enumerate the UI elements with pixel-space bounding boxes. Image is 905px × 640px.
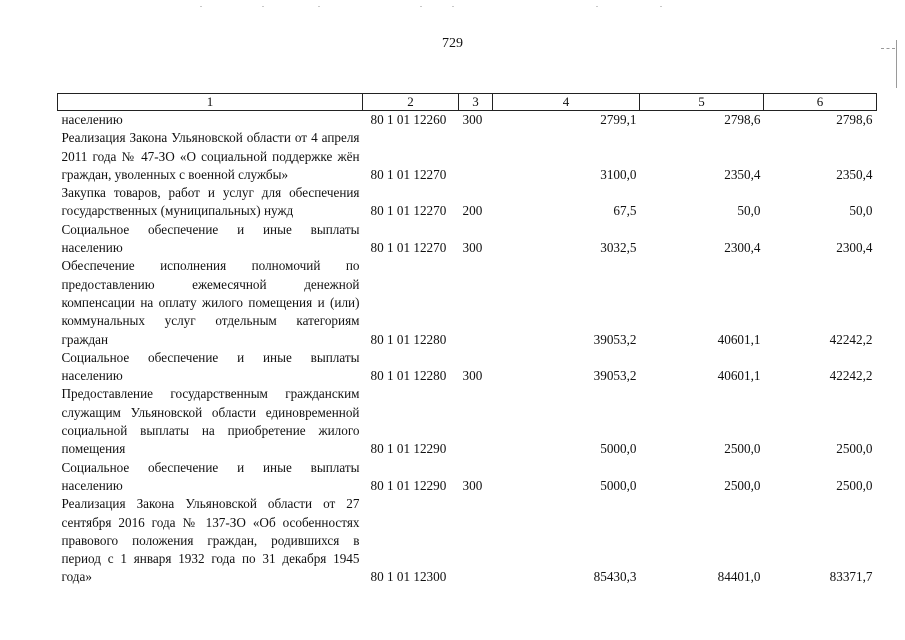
row-type: [459, 257, 493, 348]
row-value-1: 3100,0: [600, 166, 637, 182]
row-value-2: 2798,6: [724, 112, 761, 127]
row-name: Социальное обеспечение и иные выплаты населению: [61, 459, 360, 493]
row-value-3: 2500,0: [836, 441, 873, 457]
row-value-1: 67,5: [613, 203, 637, 219]
table-row: [58, 221, 877, 258]
margin-mark: [881, 40, 899, 90]
row-value-1: 3032,5: [600, 240, 637, 256]
row-value-2: 84401,0: [717, 569, 761, 585]
row-value-2: 2500,0: [724, 477, 761, 493]
row-code: 80 1 01 12290: [370, 477, 447, 493]
row-type: 300: [462, 112, 483, 127]
row-code: 80 1 01 12270: [370, 240, 447, 256]
row-value-1: 39053,2: [593, 331, 637, 347]
row-code: 80 1 01 12300: [370, 569, 447, 585]
table-row: [58, 385, 877, 458]
column-header: 3: [459, 94, 493, 111]
row-value-1: 5000,0: [600, 477, 637, 493]
row-value-2: 2500,0: [724, 441, 761, 457]
row-code: 80 1 01 12270: [370, 166, 447, 182]
row-value-1: 39053,2: [593, 368, 637, 384]
row-value-1: 5000,0: [600, 441, 637, 457]
row-code: 80 1 01 12270: [370, 203, 447, 219]
page-number: 729: [442, 36, 463, 51]
table-row: [58, 459, 877, 496]
row-value-3: 2350,4: [836, 166, 873, 182]
scan-artifacts: [0, 6, 905, 10]
row-value-1: 2799,1: [600, 112, 637, 127]
row-type: 300: [462, 477, 483, 493]
row-value-2: 2350,4: [724, 166, 761, 182]
row-type: 300: [462, 240, 483, 256]
row-value-3: 2500,0: [836, 477, 873, 493]
row-value-2: 40601,1: [717, 368, 761, 384]
row-value-3: 42242,2: [829, 368, 873, 384]
row-name: Предоставление государственным гражданским служащим Ульяновской области единовременной социальной выплаты на приобретение жилого помещения: [61, 386, 360, 457]
row-type: 300: [462, 368, 483, 384]
row-name: Закупка товаров, работ и услуг для обеспечения государственных (муниципальных) нужд: [61, 185, 360, 219]
table-row: [58, 129, 877, 184]
row-type: 200: [462, 203, 483, 219]
row-value-3: 42242,2: [829, 331, 873, 347]
row-value-3: 50,0: [849, 203, 873, 219]
row-name: Обеспечение исполнения полномочий по предоставлению ежемесячной денежной компенсации на оплату жилого помещения и (или) коммунальных услуг отдельным категориям граждан: [61, 258, 360, 347]
row-value-2: 2300,4: [724, 240, 761, 256]
column-header: 5: [640, 94, 764, 111]
row-name: Реализация Закона Ульяновской области от 27 сентября 2016 года № 137-ЗО «Об особенностях правового положения граждан, родившихся в период с 1 января 1932 года по 31 декабря 1945 года»: [61, 496, 360, 585]
row-name: Реализация Закона Ульяновской области от 4 апреля 2011 года № 47-ЗО «О социальной поддержке жён граждан, уволенных с военной службы»: [61, 130, 360, 182]
row-code: 80 1 01 12290: [370, 441, 447, 457]
row-code: 80 1 01 12280: [370, 331, 447, 347]
row-value-2: 40601,1: [717, 331, 761, 347]
row-value-3: 2300,4: [836, 240, 873, 256]
budget-table: [57, 93, 877, 587]
table-header-row: [58, 94, 877, 111]
row-type: [459, 129, 493, 184]
row-code: 80 1 01 12280: [370, 368, 447, 384]
column-header: 2: [363, 94, 459, 111]
column-header: 4: [493, 94, 640, 111]
row-value-3: 83371,7: [829, 569, 873, 585]
row-code: 80 1 01 12260: [370, 112, 447, 127]
row-value-2: 50,0: [737, 203, 761, 219]
row-name: населению: [61, 112, 123, 127]
row-value-1: 85430,3: [593, 569, 637, 585]
table-row: [58, 349, 877, 386]
table-row: [58, 111, 877, 130]
row-name: Социальное обеспечение и иные выплаты населению: [61, 349, 360, 384]
row-type: [459, 385, 493, 458]
column-header: 1: [58, 94, 363, 111]
table-row: [58, 257, 877, 348]
table-row: [58, 184, 877, 221]
column-header: 6: [764, 94, 877, 111]
row-type: [459, 495, 493, 586]
row-name: Социальное обеспечение и иные выплаты населению: [61, 221, 360, 256]
row-value-3: 2798,6: [836, 112, 873, 127]
table-row: [58, 495, 877, 586]
